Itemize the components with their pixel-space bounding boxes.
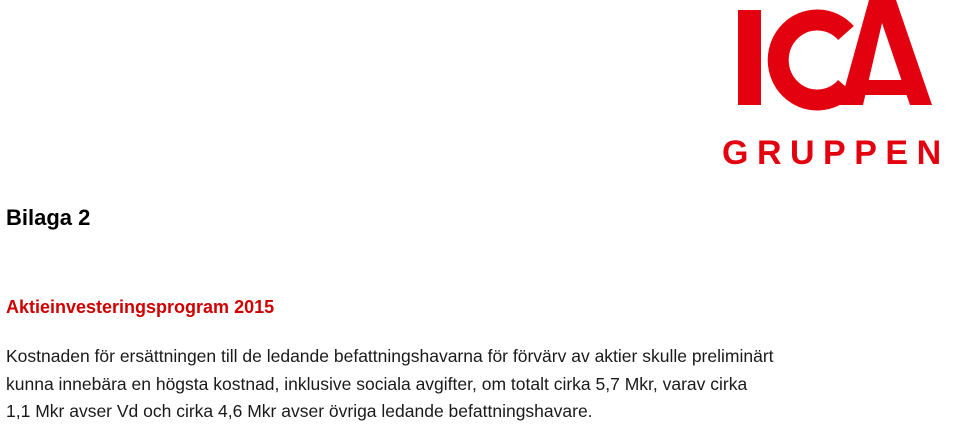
ica-gruppen-logo [718,0,960,172]
section-title: Aktieinvesteringsprogram 2015 [6,297,275,317]
paragraph-line-2: kunna innebära en högsta kostnad, inklusive sociala avgifter, om totalt cirka 5,7 Mkr, varav cirka [6,373,748,394]
document-title: Bilaga 2 [6,205,91,230]
body-paragraph [6,343,956,426]
paragraph-line-1: Kostnaden för ersättningen till de ledande befattningshavarna för förvärv av aktier skulle preliminärt [6,346,774,366]
ica-gruppen-subtitle-text: GRUPPEN [722,134,950,172]
paragraph-line-3: 1,1 Mkr avser Vd och cirka 4,6 Mkr avser övriga ledande befattningshavare. [6,401,593,421]
ica-gruppen-logo-mark [718,0,960,172]
